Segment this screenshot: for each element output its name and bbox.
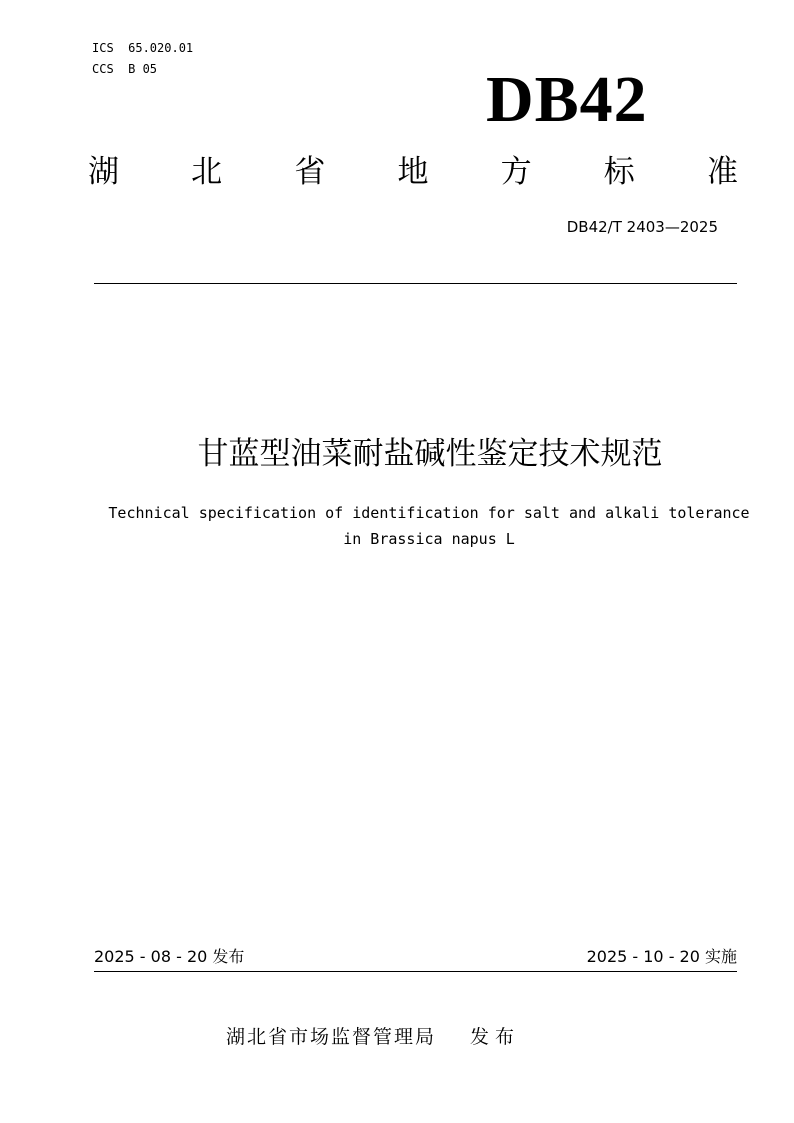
standard-type-char: 省 <box>294 154 326 190</box>
title-chinese: 甘蓝型油菜耐盐碱性鉴定技术规范 <box>197 436 663 472</box>
standard-type-char: 湖 <box>88 154 119 190</box>
standard-type-char: 方 <box>500 154 532 190</box>
ics-code: ICS 65.020.01 <box>92 41 194 55</box>
title-english-line2: in Brassica napus L <box>343 530 515 548</box>
db-logo: DB42 <box>486 63 648 136</box>
issue-word: 发布 <box>470 1026 521 1048</box>
implement-date: 2025 - 10 - 20 实施 <box>586 947 737 966</box>
classification-codes <box>92 38 193 80</box>
title-english-line1: Technical specification of identification for salt and alkali tolerance <box>108 504 750 522</box>
top-divider <box>94 283 737 284</box>
standard-type-char: 北 <box>191 154 223 190</box>
title-english <box>90 500 768 552</box>
standard-number: DB42/T 2403—2025 <box>566 218 718 236</box>
standard-type-char: 标 <box>603 154 635 190</box>
bottom-divider <box>94 971 737 972</box>
issue-date: 2025 - 08 - 20 发布 <box>94 947 245 966</box>
authority-name: 湖北省市场监督管理局 <box>226 1026 437 1048</box>
standard-type-char: 准 <box>706 154 738 190</box>
date-row <box>94 945 737 969</box>
standard-type-heading <box>88 152 738 192</box>
issuing-authority <box>226 1024 520 1050</box>
ccs-code: CCS B 05 <box>92 62 158 76</box>
standard-type-char: 地 <box>397 154 429 190</box>
